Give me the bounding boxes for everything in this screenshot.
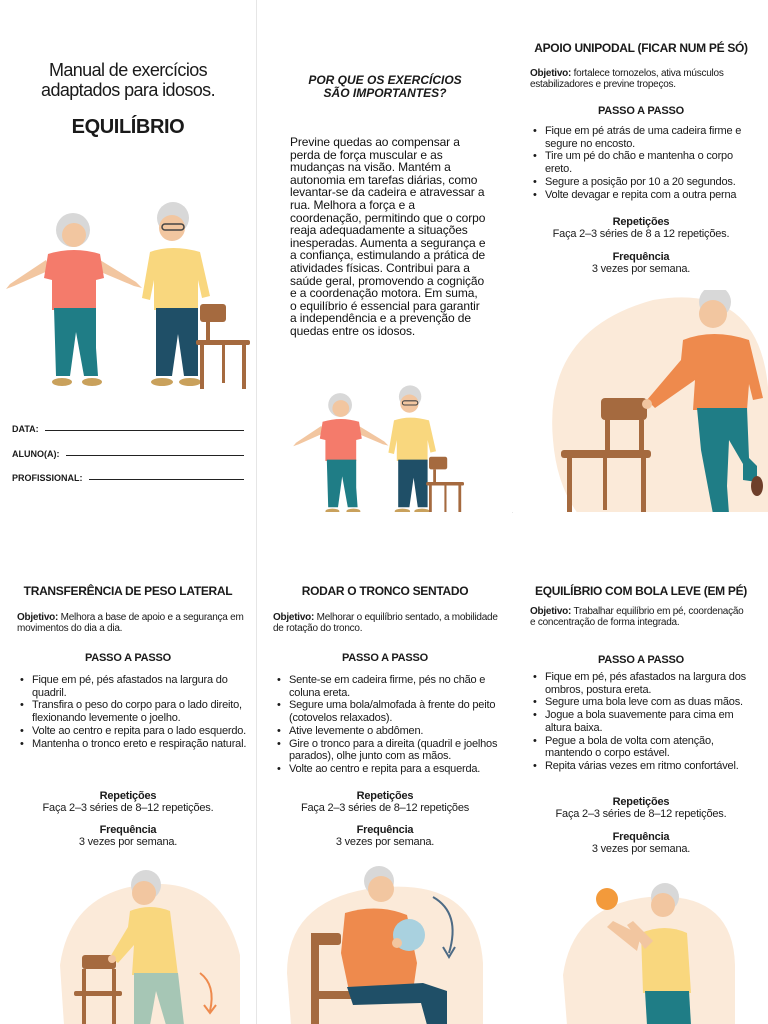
frequency-block	[513, 831, 768, 855]
objective-text: Melhorar o equilíbrio sentado, a mobilidade de rotação do tronco.	[273, 612, 498, 634]
exercise-panel-single-leg	[513, 0, 768, 512]
student-field[interactable]	[12, 445, 244, 459]
date-line	[45, 430, 244, 431]
frequency-block	[513, 251, 768, 275]
list-item: • Fique em pé, pés afastados na largura do quadril.	[32, 674, 248, 699]
trunk-rotation-illustration	[277, 863, 497, 1024]
steps-heading: PASSO A PASSO	[597, 105, 685, 117]
why-text: Previne quedas ao compensar a perda de força muscular e as mudanças na visão. Mantém a autonomia em tarefas diárias, como levantar-se da cadeira e atravessar a rua. Melhora a força e a coordenação, permitindo que o corpo reaja adequadamente a situações inesperadas. Aumenta a segurança e a confiança, estimulando a prática de atividades físicas. Contribui para a saúde geral, promovendo a cognição e a coordenação motora. Em suma, o equilíbrio é essencial para garantir a independência e a prevenção de quedas entre os idosos.	[290, 135, 486, 338]
date-label: DATA:	[12, 424, 39, 434]
professional-field[interactable]	[12, 469, 244, 483]
list-item: • Tire um pé do chão e mantenha o corpo ereto.	[545, 150, 761, 175]
cover-heading: EQUILÍBRIO	[71, 116, 185, 138]
frequency-label: Frequência	[99, 824, 157, 836]
list-item: • Segure uma bola leve com as duas mãos.	[545, 696, 761, 709]
list-item: • Sente-se em cadeira firme, pés no chão e coluna ereta.	[289, 674, 505, 699]
why-title-line-1: POR QUE OS EXERCÍCIOS	[308, 73, 462, 87]
repetitions-block	[513, 216, 768, 240]
student-line	[66, 455, 245, 456]
list-item: • Mantenha o tronco ereto e respiração natural.	[32, 738, 248, 751]
exercise-panel-trunk-rotation	[257, 513, 513, 1024]
ball-figure	[596, 888, 618, 910]
repetitions-text: Faça 2–3 séries de 8–12 repetições.	[555, 808, 727, 820]
why-title	[287, 74, 483, 100]
list-item: • Segure a posição por 10 a 20 segundos.	[545, 176, 761, 189]
exercise-objective	[273, 612, 505, 634]
cover-title-line-2: adaptados para idosos.	[41, 80, 215, 100]
list-item: • Fique em pé, pés afastados na largura dos ombros, postura ereta.	[545, 671, 761, 696]
frequency-label: Frequência	[356, 824, 414, 836]
frequency-text: 3 vezes por semana.	[591, 843, 691, 855]
list-item: • Pegue a bola de volta com atenção, mantendo o corpo estável.	[545, 735, 761, 760]
steps-heading: PASSO A PASSO	[341, 652, 429, 664]
elderly-couple-small-illustration	[289, 384, 485, 512]
frequency-label: Frequência	[612, 831, 670, 843]
list-item: • Volte devagar e repita com a outra perna	[545, 189, 761, 202]
date-field[interactable]	[12, 420, 244, 434]
cover-title-line-1: Manual de exercícios	[48, 60, 208, 80]
exercise-panel-ball-balance	[513, 513, 768, 1024]
weight-shift-illustration	[50, 865, 250, 1024]
exercise-objective	[530, 606, 744, 628]
why-panel	[257, 0, 513, 512]
list-item: • Ative levemente o abdômen.	[289, 725, 505, 738]
exercise-title: TRANSFERÊNCIA DE PESO LATERAL	[23, 584, 233, 598]
objective-label: Objetivo:	[17, 612, 59, 623]
repetitions-label: Repetições	[612, 796, 670, 808]
professional-line	[89, 479, 244, 480]
steps-list	[545, 671, 761, 773]
frequency-label: Frequência	[612, 251, 670, 263]
frequency-block	[0, 824, 256, 848]
exercise-title: APOIO UNIPODAL (FICAR NUM PÉ SÓ)	[534, 41, 748, 55]
list-item: • Segure uma bola/almofada à frente do peito (cotovelos relaxados).	[289, 699, 505, 724]
student-label: ALUNO(A):	[12, 449, 60, 459]
repetitions-block	[0, 790, 256, 814]
ball-balance-illustration	[553, 875, 743, 1024]
repetitions-block	[513, 796, 768, 820]
objective-text: Trabalhar equilíbrio em pé, coordenação e concentração de forma integrada.	[530, 606, 744, 628]
repetitions-text: Faça 2–3 séries de 8–12 repetições	[300, 802, 470, 814]
repetitions-text: Faça 2–3 séries de 8 a 12 repetições.	[552, 228, 730, 240]
list-item: • Volte ao centro e repita para a esquerda.	[289, 763, 505, 776]
list-item: • Transfira o peso do corpo para o lado direito, flexionando levemente o joelho.	[32, 699, 248, 724]
objective-text: Melhora a base de apoio e a segurança em movimentos do dia a dia.	[17, 612, 244, 634]
objective-label: Objetivo:	[273, 612, 315, 623]
repetitions-label: Repetições	[99, 790, 157, 802]
why-title-line-2: SÃO IMPORTANTES?	[323, 86, 447, 100]
frequency-block	[257, 824, 513, 848]
frequency-text: 3 vezes por semana.	[591, 263, 691, 275]
list-item: • Repita várias vezes em ritmo confortável.	[545, 760, 761, 773]
steps-heading: PASSO A PASSO	[597, 654, 685, 666]
repetitions-label: Repetições	[356, 790, 414, 802]
list-item: • Fique em pé atrás de uma cadeira firme e segure no encosto.	[545, 125, 761, 150]
repetitions-block	[257, 790, 513, 814]
list-item: • Volte ao centro e repita para o lado esquerdo.	[32, 725, 248, 738]
repetitions-text: Faça 2–3 séries de 8–12 repetições.	[42, 802, 214, 814]
frequency-text: 3 vezes por semana.	[335, 836, 435, 848]
woman-figure	[6, 213, 142, 386]
objective-text: fortalece tornozelos, ativa músculos estabilizadores e previne tropeços.	[530, 68, 724, 90]
elderly-couple-illustration	[0, 200, 256, 400]
cover-title	[0, 60, 256, 100]
exercise-title: EQUILÍBRIO COM BOLA LEVE (EM PÉ)	[535, 584, 747, 598]
objective-label: Objetivo:	[530, 68, 572, 79]
exercise-panel-weight-shift	[0, 513, 256, 1024]
exercise-objective	[17, 612, 249, 634]
steps-heading: PASSO A PASSO	[84, 652, 172, 664]
exercise-objective	[530, 68, 762, 90]
repetitions-label: Repetições	[612, 216, 670, 228]
list-item: • Gire o tronco para a direita (quadril e joelhos parados), olhe junto com as mãos.	[289, 738, 505, 763]
chair-figure	[196, 304, 250, 389]
steps-list	[545, 125, 761, 201]
steps-list	[289, 674, 505, 776]
professional-label: PROFISSIONAL:	[12, 473, 83, 483]
list-item: • Jogue a bola suavemente para cima em altura baixa.	[545, 709, 761, 734]
steps-list	[32, 674, 248, 750]
exercise-title: RODAR O TRONCO SENTADO	[301, 584, 469, 598]
frequency-text: 3 vezes por semana.	[78, 836, 178, 848]
objective-label: Objetivo:	[530, 606, 572, 617]
single-leg-balance-illustration	[543, 290, 768, 512]
cover-panel	[0, 0, 256, 512]
